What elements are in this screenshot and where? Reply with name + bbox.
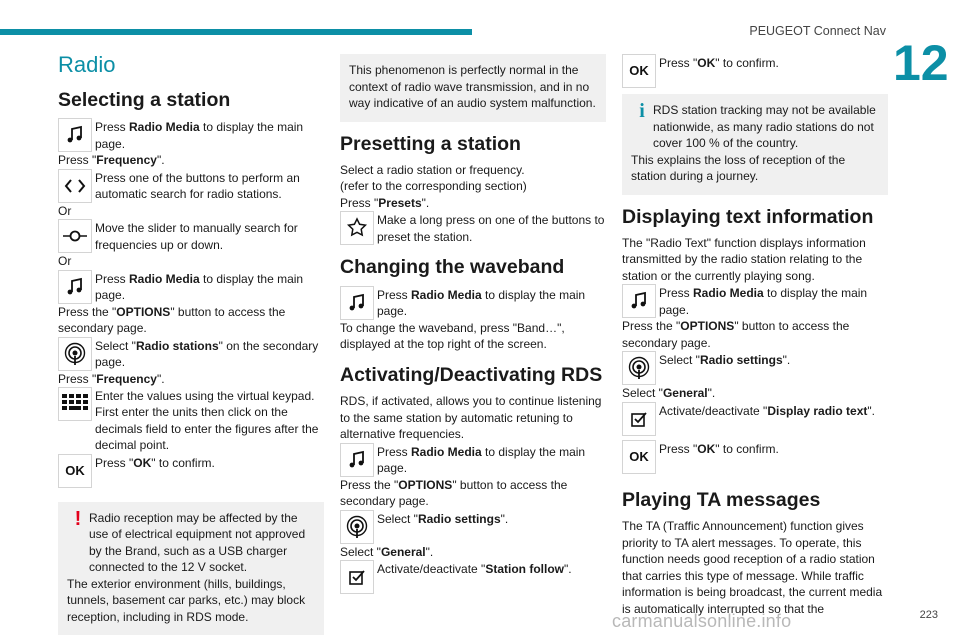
step-text-settings: Select "Radio settings". [622, 351, 888, 385]
radio-station-icon [58, 337, 92, 371]
header-brand: PEUGEOT Connect Nav [749, 24, 886, 38]
star-preset-icon [340, 211, 374, 245]
step-radio-media-2: Press Radio Media to display the main page. [58, 270, 324, 304]
music-note-icon [58, 270, 92, 304]
step-rds-settings: Select "Radio settings". [340, 510, 606, 544]
column-1 [58, 54, 324, 640]
heading-playing-ta: Playing TA messages [622, 488, 821, 511]
music-note-icon [340, 443, 374, 477]
warning-extra: The exterior environment (hills, buildings, tunnels, basement car parks, etc.) may block reception, including in RDS mode. [67, 576, 306, 624]
header-accent-bar [0, 29, 472, 35]
heading-displaying-text: Displaying text information [622, 205, 874, 228]
chevrons-left-right-icon [58, 169, 92, 203]
warning-icon: ! [74, 507, 82, 530]
step-rds-radio-media: Press Radio Media to display the main page. [340, 443, 606, 477]
step-radio-media: Press Radio Media to display the main page. [58, 118, 324, 152]
note-box: This phenomenon is perfectly normal in the context of radio wave transmission, and in no way indicative of an audio system malfunction. [340, 54, 606, 122]
heading-selecting-station: Selecting a station [58, 89, 231, 111]
radio-station-icon [622, 351, 656, 385]
music-note-icon [58, 118, 92, 152]
checkbox-icon [622, 402, 656, 436]
info-box: i RDS station tracking may not be available nationwide, as many radio stations do not cover 100 % of the country. This explains the loss of reception of the station during a journey. [622, 94, 888, 195]
keypad-icon [58, 387, 92, 421]
music-note-icon [622, 284, 656, 318]
heading-rds: Activating/Deactivating RDS [340, 363, 603, 386]
ok-icon: OK [622, 54, 656, 88]
para-or: Or [58, 203, 72, 218]
step-text-radio-media: Press Radio Media to display the main page. [622, 284, 888, 318]
para-options: Press the "OPTIONS" button to access the secondary page. [58, 304, 286, 336]
heading-presetting-station: Presetting a station [340, 132, 521, 155]
step-ok-confirm-2: OK Press "OK" to confirm. [622, 440, 888, 474]
heading-changing-waveband: Changing the waveband [340, 256, 565, 279]
step-waveband: Press Radio Media to display the main page. [340, 286, 606, 320]
music-note-icon [340, 286, 374, 320]
column-3: OK Press "OK" to confirm. i RDS station tracking may not be available nationwide, as many radio stations do not cover 100 % of the country. This explains the loss of reception of the station during a journey. Displaying text information The "Radio Text" function displays information transmitted by the radio station relating to the station or the currently playing song. Press Radio Media to display the main page. Press the "OPTIONS" button to access the secondary page. Select "Radio settings". Select "General". Activate/deactivate "Display radio text". OK Press "OK" to confirm. Playing TA messages The TA (Traffic Announcement) function gives priority to TA alert messages. To operate, this function needs good reception of a radio station that carries this type of message. While traffic information is being broadcast, the current media is automatically interrupted so that the [622, 54, 888, 617]
step-ok: OK Press "OK" to confirm. [58, 454, 324, 488]
para-decimals: First enter the units then click on the decimals field to enter the figures after the decimal point. [95, 405, 319, 453]
step-auto-search: Press one of the buttons to perform an automatic search for radio stations. [58, 169, 324, 203]
column-2: This phenomenon is perfectly normal in the context of radio wave transmission, and in no way indicative of an audio system malfunction. Presetting a station Select a radio station or frequency. (refer to the corresponding section) Press "Presets". Make a long press on one of the buttons to preset the station. Changing the waveband Press Radio Media to display the main page. To change the waveband, press "Band…", displayed at the top right of the screen. Activating/Deactivating RDS RDS, if activated, allows you to continue listening to the same station by automatic retuning to alternative frequencies. Press Radio Media to display the main page. Press the "OPTIONS" button to access the secondary page. Select "Radio settings". Select "General". Activate/deactivate "Station follow". [340, 54, 606, 594]
page-number: 223 [919, 609, 938, 621]
watermark: carmanualsonline.info [612, 611, 792, 631]
para-or: Or [58, 254, 72, 269]
step-station-follow: Activate/deactivate "Station follow". [340, 560, 606, 594]
ok-icon: OK [58, 454, 92, 488]
section-title: Radio [58, 52, 116, 77]
step-radio-stations: Select "Radio stations" on the secondary page. [58, 337, 324, 371]
radio-station-icon [340, 510, 374, 544]
step-keypad: Enter the values using the virtual keypad. [58, 387, 324, 421]
step-slider: Move the slider to manually search for frequencies up or down. [58, 219, 324, 253]
slider-icon [58, 219, 92, 253]
warning-box: ! Radio reception may be affected by the use of electrical equipment not approved by the Brand, such as a USB charger connected to the 12 V socket. The exterior environment (hills, buildings, tunnels, basement car parks, etc.) may block reception, including in RDS mode. [58, 502, 324, 636]
step-display-radio-text: Activate/deactivate "Display radio text". [622, 402, 888, 436]
ok-icon: OK [622, 440, 656, 474]
info-icon: i [639, 100, 645, 122]
para-press-frequency-2: Press "Frequency". [58, 371, 165, 386]
step-preset: Make a long press on one of the buttons to preset the station. [340, 211, 606, 245]
step-ok-confirm: OK Press "OK" to confirm. [622, 54, 888, 88]
chapter-number: 12 [893, 35, 949, 91]
checkbox-icon [340, 560, 374, 594]
para-press-frequency: Press "Frequency". [58, 153, 165, 168]
